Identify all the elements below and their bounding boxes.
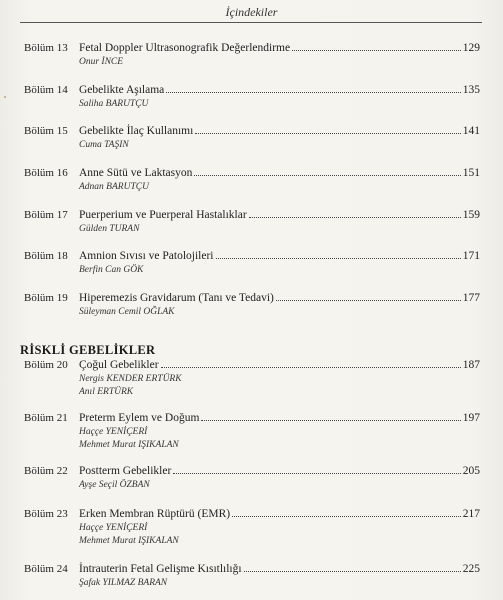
dot-leader bbox=[232, 515, 461, 517]
page-number: 171 bbox=[462, 250, 480, 262]
page-number: 151 bbox=[462, 167, 480, 179]
toc-title-line bbox=[79, 359, 480, 371]
dot-leader bbox=[216, 257, 461, 259]
chapter-author: Ayşe Seçil ÖZBAN bbox=[79, 480, 150, 490]
chapter-author: Cuma TAŞIN bbox=[79, 140, 129, 150]
chapter-author: Adnan BARUTÇU bbox=[79, 182, 149, 192]
chapter-title: Anne Sütü ve Laktasyon bbox=[79, 167, 193, 179]
chapter-number: Bölüm 22 bbox=[24, 465, 68, 477]
page-number: 177 bbox=[462, 292, 480, 304]
chapter-author: Haççe YENİÇERİ bbox=[79, 427, 148, 437]
chapter-title: Preterm Eylem ve Doğum bbox=[79, 412, 200, 424]
toc-title-line bbox=[79, 508, 480, 520]
page-number: 159 bbox=[462, 209, 480, 221]
chapter-author: Mehmet Murat IŞIKALAN bbox=[79, 536, 179, 546]
page-number: 205 bbox=[462, 465, 480, 477]
chapter-author: Nergis KENDER ERTÜRK bbox=[79, 374, 182, 384]
chapter-title: Erken Membran Rüptürü (EMR) bbox=[79, 508, 231, 520]
page-number: 197 bbox=[462, 412, 480, 424]
chapter-title: Amnion Sıvısı ve Patolojileri bbox=[79, 250, 214, 262]
toc-title-line bbox=[79, 250, 480, 262]
dot-leader bbox=[195, 132, 460, 134]
chapter-author: Berfin Can GÖK bbox=[79, 265, 144, 275]
page-header-title: İçindekiler bbox=[225, 5, 278, 19]
chapter-title: Gebelikte İlaç Kullanımı bbox=[79, 125, 194, 137]
chapter-author: Şafak YILMAZ BARAN bbox=[79, 578, 168, 588]
page-number: 225 bbox=[462, 563, 480, 575]
chapter-title: Postterm Gebelikler bbox=[79, 465, 172, 477]
dot-leader bbox=[173, 472, 460, 474]
chapter-number: Bölüm 20 bbox=[24, 359, 68, 371]
chapter-title: Çoğul Gebelikler bbox=[79, 359, 159, 371]
toc-title-line bbox=[79, 412, 480, 424]
chapter-author: Mehmet Murat IŞIKALAN bbox=[79, 440, 179, 450]
toc-title-line bbox=[79, 563, 480, 575]
chapter-number: Bölüm 18 bbox=[24, 250, 68, 262]
page-number: 129 bbox=[462, 42, 480, 54]
dot-leader bbox=[276, 299, 461, 301]
chapter-title: Gebelikte Aşılama bbox=[79, 84, 165, 96]
toc-title-line bbox=[79, 465, 480, 477]
toc-title-line bbox=[79, 125, 480, 137]
chapter-title: Hiperemezis Gravidarum (Tanı ve Tedavi) bbox=[79, 292, 274, 304]
chapter-number: Bölüm 17 bbox=[24, 209, 68, 221]
chapter-author: Haççe YENİÇERİ bbox=[79, 523, 148, 533]
page-number: 135 bbox=[462, 84, 480, 96]
chapter-author: Onur İNCE bbox=[79, 57, 124, 67]
toc-title-line bbox=[79, 84, 480, 96]
dot-leader bbox=[161, 366, 461, 368]
paper-speck bbox=[4, 96, 6, 98]
page-number: 217 bbox=[462, 508, 480, 520]
toc-title-line bbox=[79, 167, 480, 179]
chapter-title: İntrauterin Fetal Gelişme Kısıtlılığı bbox=[79, 563, 242, 575]
chapter-title: Fetal Doppler Ultrasonografik Değerlendirme bbox=[79, 42, 291, 54]
page-number: 187 bbox=[462, 359, 480, 371]
dot-leader bbox=[166, 91, 460, 93]
chapter-number: Bölüm 16 bbox=[24, 167, 68, 179]
dot-leader bbox=[292, 49, 461, 51]
chapter-author: Anıl ERTÜRK bbox=[79, 387, 134, 397]
section-heading: RİSKLİ GEBELİKLER bbox=[20, 343, 156, 357]
chapter-author: Gülden TURAN bbox=[79, 224, 140, 234]
page-number: 141 bbox=[462, 125, 480, 137]
chapter-number: Bölüm 13 bbox=[24, 42, 68, 54]
dot-leader bbox=[244, 570, 461, 572]
chapter-number: Bölüm 19 bbox=[24, 292, 68, 304]
dot-leader bbox=[194, 174, 460, 176]
toc-title-line bbox=[79, 42, 480, 54]
header-rule bbox=[20, 22, 482, 23]
toc-title-line bbox=[79, 292, 480, 304]
chapter-number: Bölüm 15 bbox=[24, 125, 68, 137]
chapter-author: Süleyman Cemil OĞLAK bbox=[79, 307, 175, 317]
chapter-number: Bölüm 21 bbox=[24, 412, 68, 424]
chapter-title: Puerperium ve Puerperal Hastalıklar bbox=[79, 209, 247, 221]
chapter-number: Bölüm 24 bbox=[24, 563, 68, 575]
chapter-number: Bölüm 14 bbox=[24, 84, 68, 96]
chapter-number: Bölüm 23 bbox=[24, 508, 68, 520]
dot-leader bbox=[201, 419, 460, 421]
toc-title-line bbox=[79, 209, 480, 221]
dot-leader bbox=[249, 216, 461, 218]
chapter-author: Saliha BARUTÇU bbox=[79, 99, 149, 109]
